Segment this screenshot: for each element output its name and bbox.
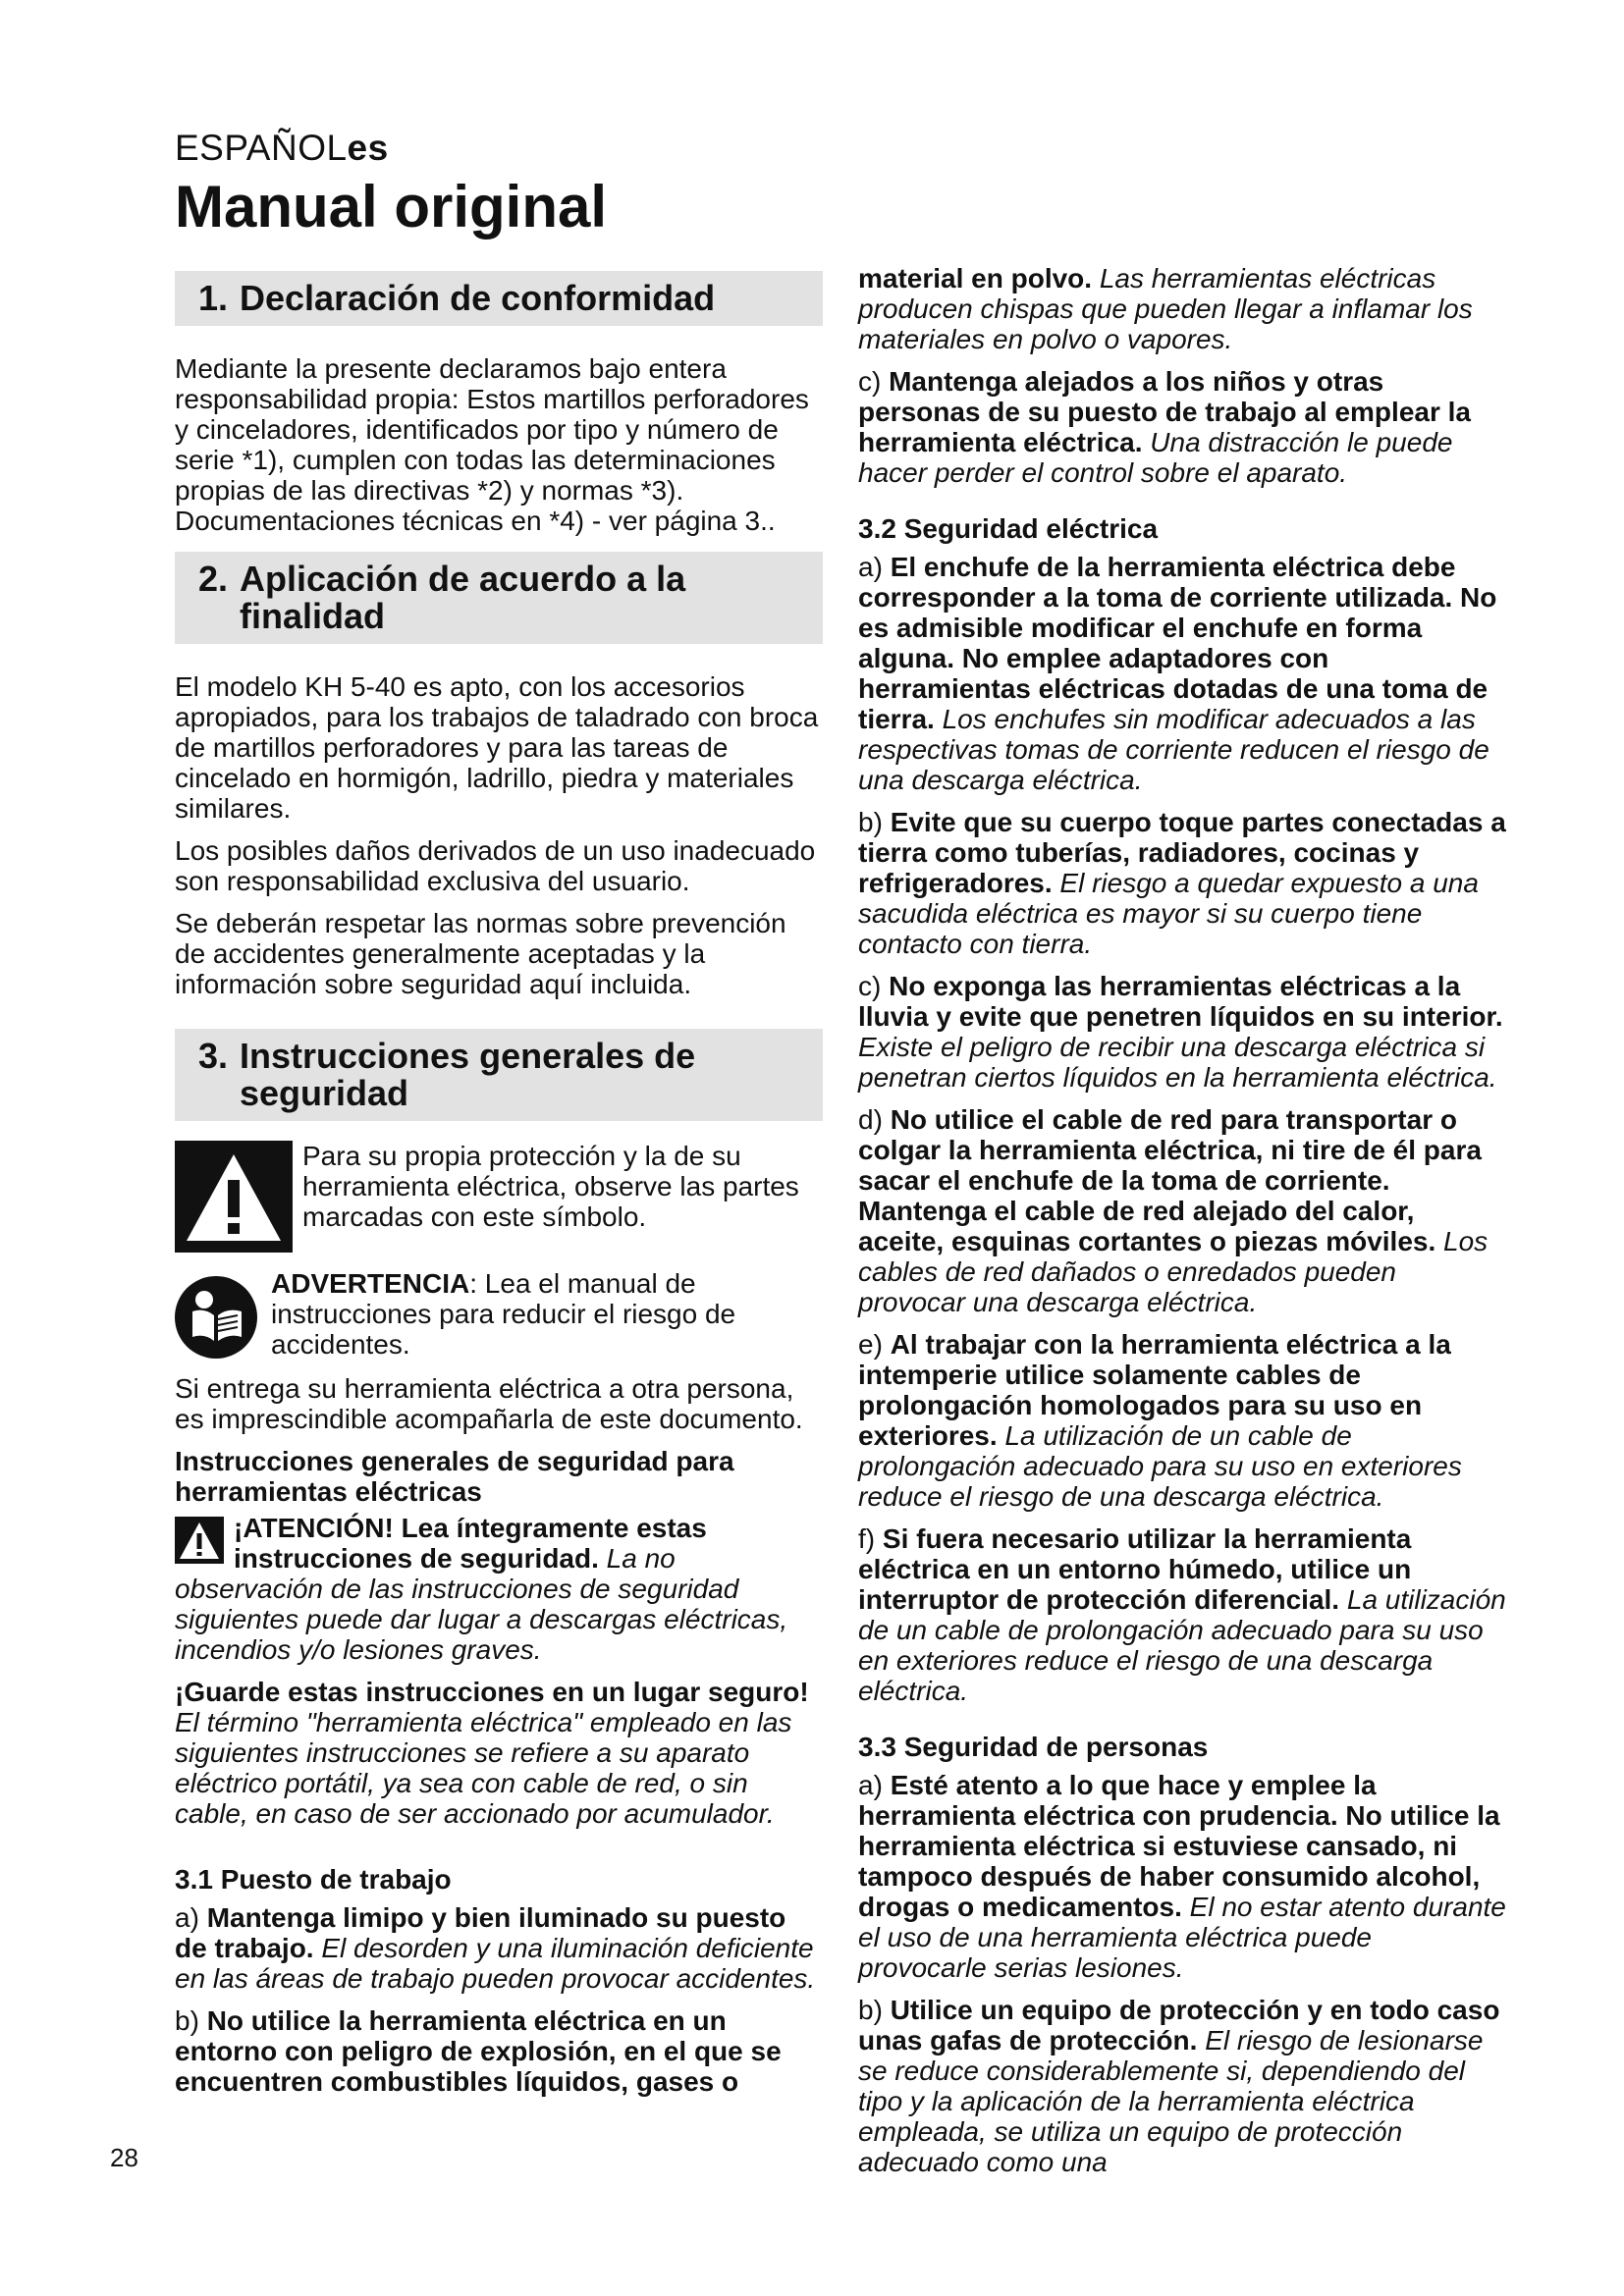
item-italic: La utilización de un cable de prolongación adecuado para su uso en exteriores reduce el riesgo de una descarga eléctrica. <box>858 1420 1462 1512</box>
general-safety-heading-text: Instrucciones generales de seguridad para herramientas eléctricas <box>175 1446 734 1507</box>
keep-instructions <box>175 1677 823 1829</box>
item-italic: Los enchufes sin modificar adecuados a las respectivas tomas de corriente reducen el riesgo de una descarga eléctrica. <box>858 704 1489 795</box>
item-prefix: a) <box>858 552 891 582</box>
safety-symbol-text: Para su propia protección y la de su herramienta eléctrica, observe las partes marcadas con este símbolo. <box>302 1141 799 1232</box>
subsection-3-3-heading: 3.3 Seguridad de personas <box>858 1732 1209 1762</box>
section-1-title: Declaración de conformidad <box>240 278 716 318</box>
item-bold: Esté atento a lo que hace y emplee la herramienta eléctrica con prudencia. No utilice la herramienta eléctrica si estuviese cansado, ni tampoco después de haber consumido alcohol, drogas o medicamentos. <box>858 1770 1500 1922</box>
subsection-3-1-heading: 3.1 Puesto de trabajo <box>175 1864 452 1895</box>
item-prefix: d) <box>858 1104 891 1135</box>
warning-label: ADVERTENCIA <box>271 1268 470 1299</box>
item-prefix: b) <box>175 2005 207 2036</box>
section-2-number: 2. <box>198 559 229 599</box>
item-3-2-d <box>858 1104 1506 1317</box>
item-italic: Las herramientas eléctricas producen chispas que pueden llegar a inflamar los materiales en polvo o vapores. <box>858 263 1473 354</box>
read-manual-text <box>271 1268 823 1360</box>
subsection-3-2-heading: 3.2 Seguridad eléctrica <box>858 513 1159 544</box>
section-3-heading <box>175 1029 823 1121</box>
section-2-title-line2: finalidad <box>240 596 386 636</box>
language-label <box>175 128 389 169</box>
item-3-1-a <box>175 1902 823 1994</box>
read-manual-warning <box>175 1268 823 1360</box>
item-3-1-b-continued <box>858 263 1506 354</box>
section-2-title-line1: Aplicación de acuerdo a la <box>240 559 686 599</box>
item-prefix: a) <box>175 1902 207 1933</box>
item-italic: El no estar atento durante el uso de una herramienta eléctrica puede provocarle serias lesiones. <box>858 1892 1506 1983</box>
item-bold: Al trabajar con la herramienta eléctrica a la intemperie utilice solamente cables de prolongación homologados para su uso en exteriores. <box>858 1329 1451 1451</box>
item-italic: El riesgo a quedar expuesto a una sacudida eléctrica es mayor si su cuerpo tiene contacto con tierra. <box>858 868 1479 959</box>
page-number: 28 <box>110 2143 138 2172</box>
attention-triangle-icon <box>175 1517 224 1564</box>
item-bold: Mantenga alejados a los niños y otras personas de su puesto de trabajo al emplear la herramienta eléctrica. <box>858 366 1471 457</box>
item-prefix: b) <box>858 1995 891 2025</box>
item-3-1-c <box>858 366 1506 488</box>
item-bold: Utilice un equipo de protección y en todo caso unas gafas de protección. <box>858 1995 1500 2056</box>
attention-italic: La no observación de las instrucciones de seguridad siguientes puede dar lugar a descargas eléctricas, incendios y/o lesiones graves. <box>175 1543 788 1665</box>
item-prefix: f) <box>858 1523 883 1554</box>
item-prefix: b) <box>858 807 891 837</box>
item-bold: material en polvo. <box>858 263 1093 294</box>
item-bold: Si fuera necesario utilizar la herramienta eléctrica en un entorno húmedo, utilice un interruptor de protección diferencial. <box>858 1523 1412 1615</box>
item-prefix: c) <box>858 971 890 1001</box>
item-prefix: a) <box>858 1770 891 1800</box>
item-bold: Evite que su cuerpo toque partes conectadas a tierra como tuberías, radiadores, cocinas y refrigeradores. <box>858 807 1506 898</box>
section-2-paragraph-2: Los posibles daños derivados de un uso inadecuado son responsabilidad exclusiva del usuario. <box>175 835 816 896</box>
section-3-title-line1: Instrucciones generales de <box>240 1036 696 1076</box>
language-code: es <box>347 128 389 168</box>
item-3-3-b <box>858 1995 1506 2177</box>
language-name: ESPAÑOL <box>175 128 348 168</box>
item-bold: El enchufe de la herramienta eléctrica debe corresponder a la toma de corriente utilizada. No es admisible modificar el enchufe en forma alguna. No emplee adaptadores con herramientas eléctricas dotadas de una toma de tierra. <box>858 552 1497 734</box>
section-3-title-line2: seguridad <box>240 1073 409 1113</box>
attention-paragraph <box>175 1513 823 1665</box>
section-1-number: 1. <box>198 278 229 318</box>
item-prefix: c) <box>858 366 890 397</box>
item-3-2-b <box>858 807 1506 959</box>
item-3-3-a <box>858 1770 1506 1983</box>
item-italic: Existe el peligro de recibir una descarga eléctrica si penetran ciertos líquidos en la herramienta eléctrica. <box>858 1032 1497 1093</box>
read-manual-icon <box>175 1276 257 1359</box>
item-bold: No utilice el cable de red para transportar o colgar la herramienta eléctrica, ni tire de él para sacar el enchufe de la toma de corriente. Mantenga el cable de red alejado del calor, aceite, esquinas cortantes o piezas móviles. <box>858 1104 1482 1256</box>
left-column <box>175 263 823 2109</box>
page-title: Manual original <box>175 174 608 240</box>
item-3-2-e <box>858 1329 1506 1512</box>
section-2-paragraph-3: Se deberán respetar las normas sobre prevención de accidentes generalmente aceptadas y la información sobre seguridad aquí incluida. <box>175 908 786 999</box>
item-italic: El desorden y una iluminación deficiente en las áreas de trabajo pueden provocar accidentes. <box>175 1933 816 1994</box>
keep-bold: ¡Guarde estas instrucciones en un lugar seguro! <box>175 1677 809 1707</box>
safety-symbol-note <box>175 1141 823 1253</box>
item-bold: Mantenga limipo y bien iluminado su puesto de trabajo. <box>175 1902 786 1963</box>
section-1-text: Mediante la presente declaramos bajo entera responsabilidad propia: Estos martillos perforadores y cinceladores, identificados por tipo y número de serie *1), cumplen con todas las determinaciones propias de las directivas *2) y normas *3). Documentaciones técnicas en *4) - ver página 3.. <box>175 353 809 536</box>
item-bold: No exponga las herramientas eléctricas a la lluvia y evite que penetren líquidos en su interior. <box>858 971 1503 1032</box>
attention-bold: ¡ATENCIÓN! Lea íntegramente estas instrucciones de seguridad. <box>234 1513 707 1574</box>
section-2-heading <box>175 552 823 644</box>
item-italic: Los cables de red dañados o enredados pueden provocar una descarga eléctrica. <box>858 1226 1489 1317</box>
section-2-paragraph-1: El modelo KH 5-40 es apto, con los accesorios apropiados, para los trabajos de taladrado con broca de martillos perforadores y para las tareas de cincelado en hormigón, ladrillo, piedra y materiales similares. <box>175 671 819 824</box>
general-safety-heading <box>175 1446 823 1507</box>
item-prefix: e) <box>858 1329 891 1360</box>
section-1-heading <box>175 271 823 326</box>
warning-text: : Lea el manual de instrucciones para reducir el riesgo de accidentes. <box>271 1268 736 1360</box>
item-3-1-b <box>175 2005 823 2097</box>
item-3-2-f <box>858 1523 1506 1706</box>
item-3-2-a <box>858 552 1506 795</box>
item-italic: Una distracción le puede hacer perder el control sobre el aparato. <box>858 427 1453 488</box>
item-italic: El riesgo de lesionarse se reduce considerablemente si, dependiendo del tipo y la aplicación de la herramienta eléctrica empleada, se utiliza un equipo de protección adecuado como una <box>858 2025 1484 2177</box>
item-3-2-c <box>858 971 1506 1093</box>
section-3-number: 3. <box>198 1036 229 1076</box>
handover-text: Si entrega su herramienta eléctrica a otra persona, es imprescindible acompañarla de este documento. <box>175 1373 803 1434</box>
item-italic: La utilización de un cable de prolongación adecuado para su uso en exteriores reduce el riesgo de una descarga eléctrica. <box>858 1584 1506 1706</box>
keep-italic: El término "herramienta eléctrica" empleado en las siguientes instrucciones se refiere a su aparato eléctrico portátil, ya sea con cable de red, o sin cable, en caso de ser accionado por acumulador. <box>175 1707 792 1829</box>
warning-triangle-icon <box>175 1141 293 1253</box>
right-column <box>858 263 1506 2189</box>
item-bold: No utilice la herramienta eléctrica en un entorno con peligro de explosión, en el que se encuentren combustibles líquidos, gases o <box>175 2005 782 2097</box>
